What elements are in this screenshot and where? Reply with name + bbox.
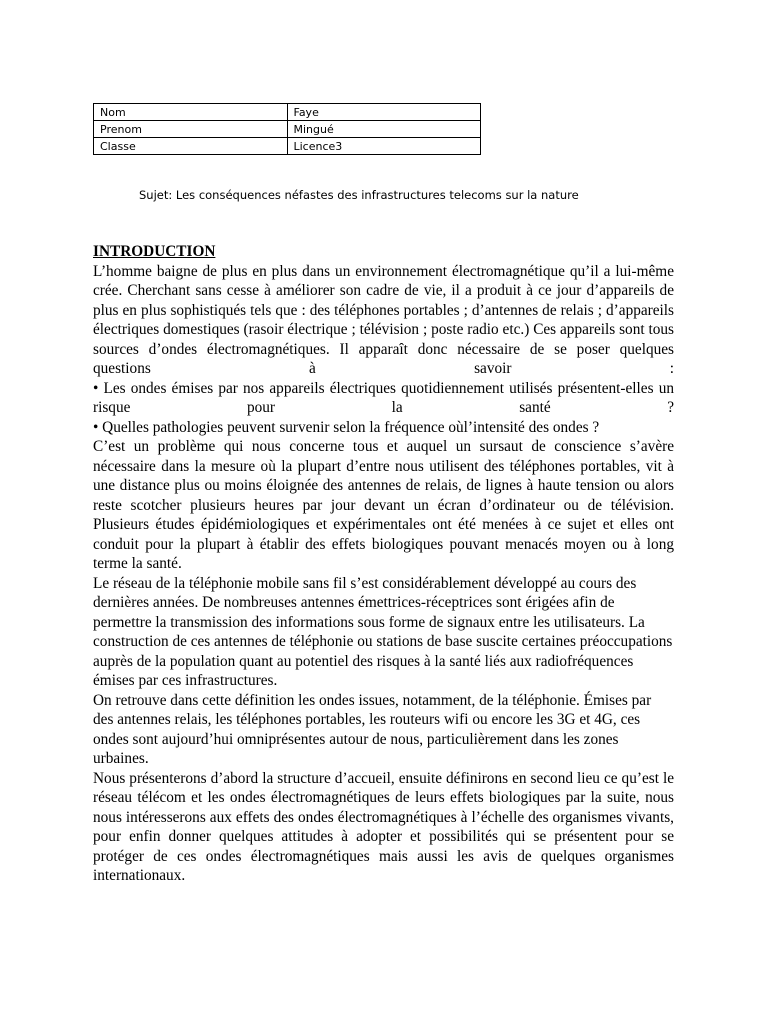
table-cell-label: Prenom	[94, 121, 288, 138]
table-cell-value: Mingué	[287, 121, 481, 138]
table-row	[94, 121, 481, 138]
bullet-question-2: • Quelles pathologies peuvent survenir selon la fréquence oùl’intensité des ondes ?	[93, 418, 600, 436]
paragraph-outline: Nous présenterons d’abord la structure d’accueil, ensuite définirons en second lieu ce qu’est le réseau télécom et les ondes électromagnétiques de leurs effets biologiques par la suite, nous nous intéresserons aux effets des ondes électromagnétiques à l’échelle des organismes vivants, pour enfin donner quelques attitudes à adopter et possibilités qui se présentent pour se protéger de ces ondes électromagnétiques mais aussi les avis de quelques organismes internationaux.	[93, 769, 674, 884]
paragraph-concern: C’est un problème qui nous concerne tous et auquel un sursaut de conscience s’avère nécessaire dans la mesure où la plupart d’entre nous utilisent des téléphones portables, vit à une distance plus ou moins éloignée des antennes de relais, de lignes à haute tension ou alors reste scotcher plusieurs heures par jour devant un écran d’ordinateur ou de télévision.	[93, 438, 674, 514]
student-info-table	[93, 103, 481, 155]
paragraph-network: Le réseau de la téléphonie mobile sans fil s’est considérablement développé au cours des dernières années. De nombreuses antennes émettrices-réceptrices sont érigées afin de permettre la transmission des informations sous forme de signaux entre les utilisateurs. La construction de ces antennes de téléphonie ou stations de base suscite certaines préoccupations auprès de la population quant au potentiel des risques à la santé liés aux radiofréquences émises par ces infrastructures.	[93, 574, 673, 689]
document-body	[93, 242, 674, 886]
paragraph-definition: On retrouve dans cette définition les ondes issues, notamment, de la téléphonie. Émises par des antennes relais, les téléphones portables, les routeurs wifi ou encore les 3G et 4G, ces ondes sont aujourd’hui omniprésentes autour de nous, particulièrement dans les zones urbaines.	[93, 691, 652, 767]
table-row	[94, 104, 481, 121]
section-heading: INTRODUCTION	[93, 243, 216, 260]
paragraph-intro: L’homme baigne de plus en plus dans un environnement électromagnétique qu’il a lui-même crée. Cherchant sans cesse à améliorer son cadre de vie, il a produit à ce jour d’appareils de plus en plus sophistiqués tels que : des téléphones portables ; d’antennes de relais ; d’appareils électriques domestiques (rasoir électrique ; télévision ; poste radio etc.) Ces appareils sont tous sources d’ondes électromagnétiques. Il apparaît donc nécessaire de se poser quelques questions à savoir :	[93, 262, 674, 377]
table-row	[94, 138, 481, 155]
table-cell-label: Classe	[94, 138, 288, 155]
subject-line: Sujet: Les conséquences néfastes des infrastructures telecoms sur la nature	[139, 188, 579, 202]
table-cell-label: Nom	[94, 104, 288, 121]
paragraph-studies: Plusieurs études épidémiologiques et expérimentales ont été menées à ce sujet et elles ont conduit pour la plupart à établir des effets biologiques pouvant menacés moyen ou à long terme la santé.	[93, 516, 674, 572]
bullet-question-1: • Les ondes émises par nos appareils électriques quotidiennement utilisés présentent-elles un risque pour la santé ?	[93, 379, 674, 416]
table-cell-value: Licence3	[287, 138, 481, 155]
table-cell-value: Faye	[287, 104, 481, 121]
